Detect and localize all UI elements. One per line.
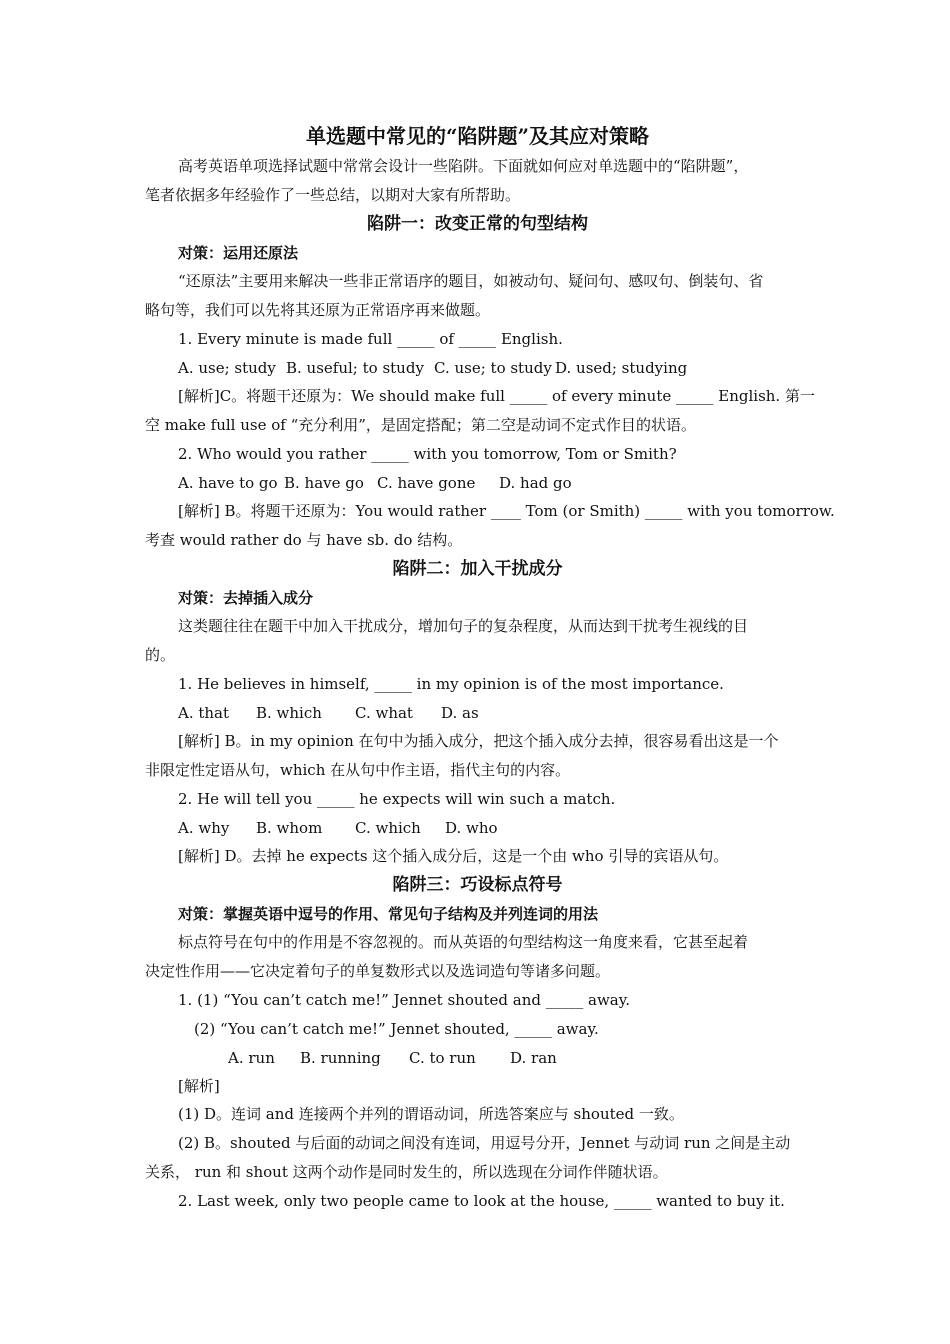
option: D. ran xyxy=(510,1049,557,1067)
s3-question-1b: (2) “You can’t catch me!” Jennet shouted, _____ away. xyxy=(194,1020,599,1038)
page-title: 单选题中常见的“陷阱题”及其应对策略 xyxy=(305,124,649,148)
section-2-desc-2: 的。 xyxy=(145,646,176,664)
section-2-heading: 陷阱二：加入干扰成分 xyxy=(392,559,563,579)
s2-question-1: 1. He believes in himself, _____ in my opinion is of the most importance. xyxy=(178,675,724,693)
option: C. use; to study xyxy=(434,359,552,377)
section-1-desc-1: “还原法”主要用来解决一些非正常语序的题目，如被动句、疑问句、感叹句、倒装句、省 xyxy=(178,272,764,290)
section-3-strategy: 对策：掌握英语中逗号的作用、常见句子结构及并列连词的用法 xyxy=(178,905,599,923)
option: B. useful; to study xyxy=(286,359,424,377)
option: D. who xyxy=(445,819,498,837)
option: A. run xyxy=(228,1049,275,1067)
section-3-desc-1: 标点符号在句中的作用是不容忽视的。而从英语的句型结构这一角度来看，它甚至起着 xyxy=(178,933,749,951)
intro-line-1: 高考英语单项选择试题中常常会设计一些陷阱。下面就如何应对单选题中的“陷阱题”， xyxy=(178,157,749,175)
section-1-strategy: 对策：运用还原法 xyxy=(178,244,299,262)
s1-q2-analysis-1: [解析] B。将题干还原为：You would rather ____ Tom (or Smith) _____ with you tomorrow. xyxy=(178,502,835,520)
s3-analysis-2-line-1: (2) B。shouted 与后面的动词之间没有连词，用逗号分开，Jennet 与动词 run 之间是主动 xyxy=(178,1134,791,1152)
section-2-desc-1: 这类题往往在题干中加入干扰成分，增加句子的复杂程度，从而达到干扰考生视线的目 xyxy=(178,617,749,635)
s3-analysis-label: [解析] xyxy=(178,1077,220,1095)
option: A. that xyxy=(178,704,230,722)
option: D. used; studying xyxy=(555,359,688,377)
option: B. have go xyxy=(284,474,364,492)
s2-q1-analysis-1: [解析] B。in my opinion 在句中为插入成分，把这个插入成分去掉，很容易看出这是一个 xyxy=(178,732,779,750)
option: C. what xyxy=(355,704,413,722)
s3-question-2: 2. Last week, only two people came to look at the house, _____ wanted to buy it. xyxy=(178,1192,785,1210)
option: A. have to go xyxy=(178,474,278,492)
s2-q2-analysis: [解析] D。去掉 he expects 这个插入成分后，这是一个由 who 引导的宾语从句。 xyxy=(178,847,729,865)
section-1-heading: 陷阱一：改变正常的句型结构 xyxy=(367,214,588,234)
s3-analysis-1: (1) D。连词 and 连接两个并列的谓语动词，所选答案应与 shouted 一致。 xyxy=(178,1105,684,1123)
option: C. which xyxy=(355,819,421,837)
option: B. which xyxy=(256,704,322,722)
s1-question-1: 1. Every minute is made full _____ of _____ English. xyxy=(178,330,563,348)
s1-question-2: 2. Who would you rather _____ with you tomorrow, Tom or Smith? xyxy=(178,445,677,463)
option: A. use; study xyxy=(178,359,276,377)
option: C. to run xyxy=(409,1049,476,1067)
option: C. have gone xyxy=(377,474,476,492)
s3-analysis-2-line-2: 关系， run 和 shout 这两个动作是同时发生的，所以选现在分词作伴随状语。 xyxy=(145,1163,668,1181)
option: B. running xyxy=(300,1049,381,1067)
option: A. why xyxy=(178,819,230,837)
s3-question-1a: 1. (1) “You can’t catch me!” Jennet shouted and _____ away. xyxy=(178,991,630,1009)
s1-q2-analysis-2: 考查 would rather do 与 have sb. do 结构。 xyxy=(145,531,463,549)
section-2-strategy: 对策：去掉插入成分 xyxy=(178,589,314,607)
intro-line-2: 笔者依据多年经验作了一些总结，以期对大家有所帮助。 xyxy=(145,186,521,204)
s2-q1-analysis-2: 非限定性定语从句，which 在从句中作主语，指代主句的内容。 xyxy=(145,761,571,779)
option: B. whom xyxy=(256,819,323,837)
section-1-desc-2: 略句等，我们可以先将其还原为正常语序再来做题。 xyxy=(145,301,491,319)
section-3-heading: 陷阱三：巧设标点符号 xyxy=(392,875,563,895)
s1-q1-analysis-1: [解析]C。将题干还原为：We should make full _____ of every minute _____ English. 第一 xyxy=(178,387,815,405)
option: D. as xyxy=(441,704,479,722)
option: D. had go xyxy=(499,474,572,492)
s2-question-2: 2. He will tell you _____ he expects will win such a match. xyxy=(178,790,616,808)
section-3-desc-2: 决定性作用——它决定着句子的单复数形式以及选词造句等诸多问题。 xyxy=(145,962,611,980)
s1-q1-analysis-2: 空 make full use of “充分利用”，是固定搭配；第二空是动词不定式作目的状语。 xyxy=(145,416,696,434)
